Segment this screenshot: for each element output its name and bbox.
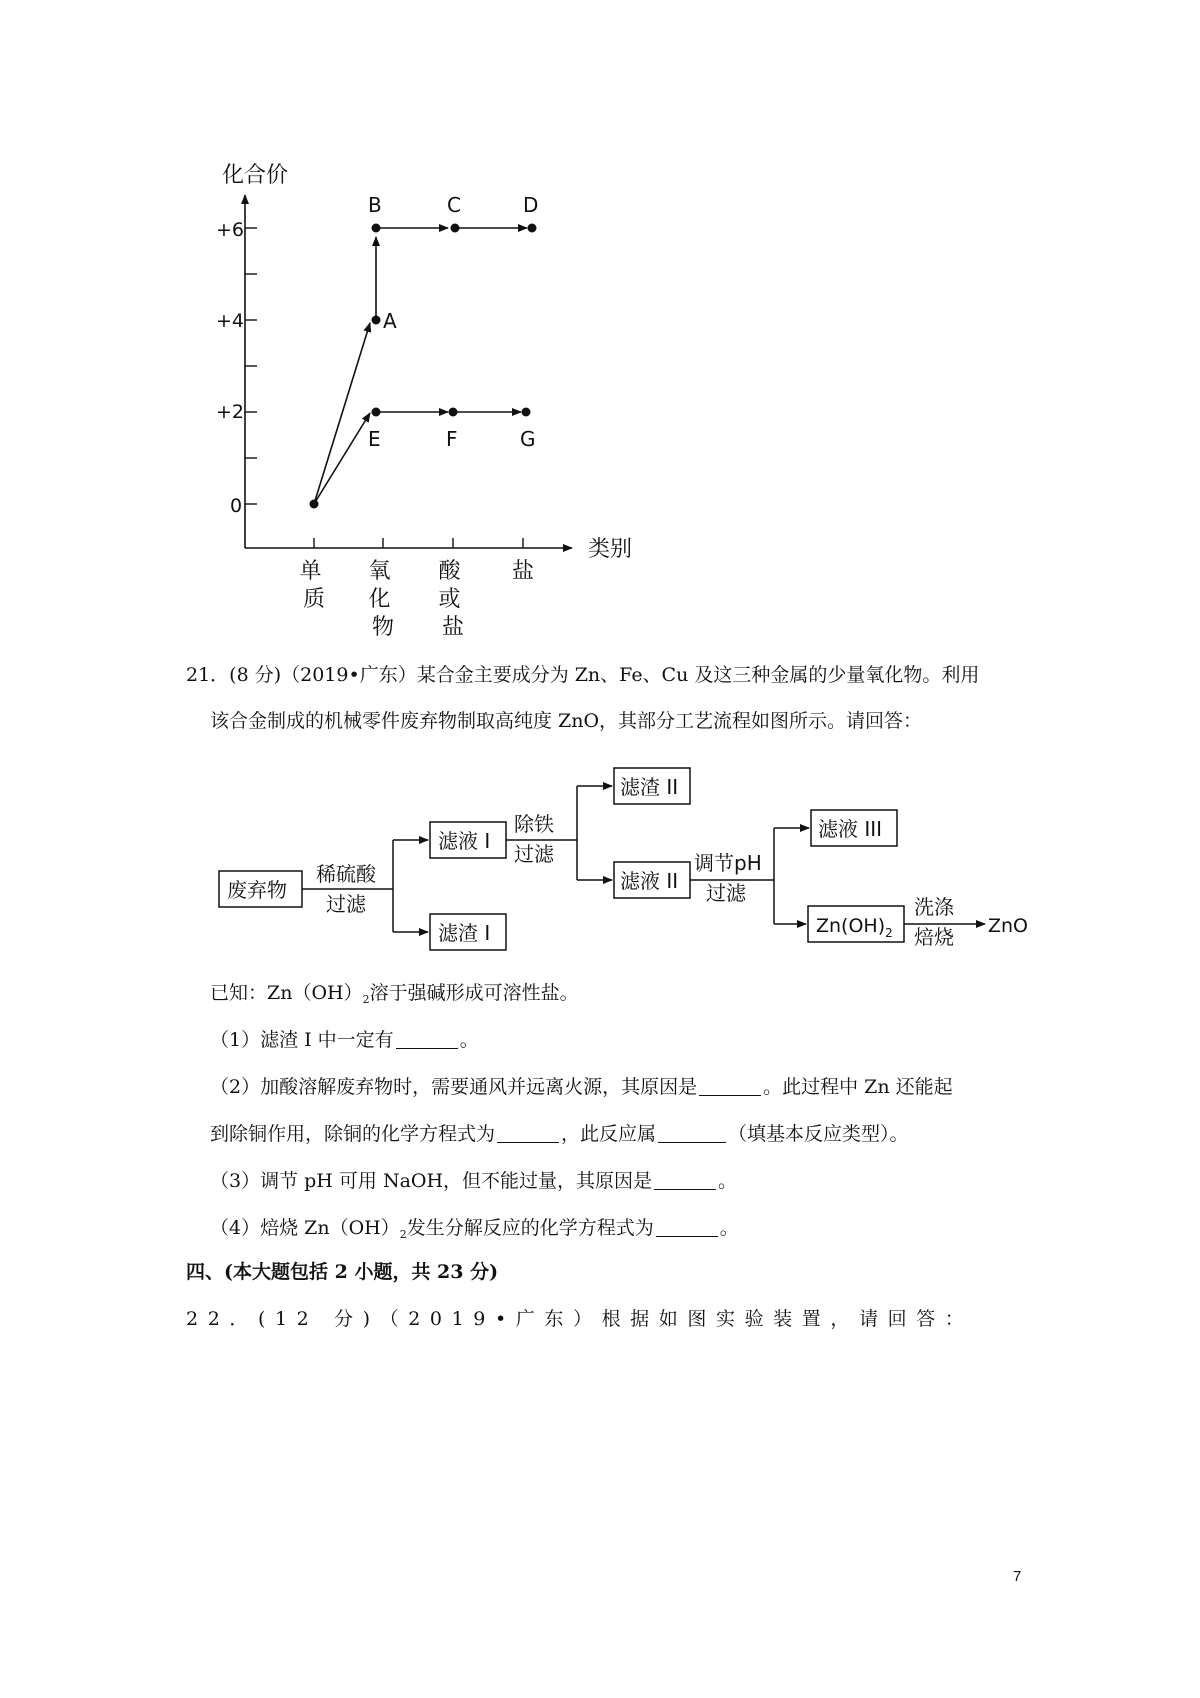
y-axis-title: 化合价 [222,163,289,188]
y-tick-label: +4 [216,310,245,332]
label-znoh2: $Zn(OH)_2$ [816,915,893,940]
q21-part-2-continued: 到除铜作用，除铜的化学方程式为 ，此反应属 （填基本反应类型）。 [210,1123,909,1145]
answer-blank[interactable] [656,1218,718,1237]
label-step4-roast: 焙烧 [914,925,954,949]
point-label-d: D [523,193,539,217]
answer-blank[interactable] [699,1077,761,1096]
label-residue-1: 滤渣 I [438,921,491,945]
x-category-oxide: 氧 化 物 [368,559,395,640]
label-filtrate-1: 滤液 I [438,829,491,853]
q21-line-2: 该合金制成的机械零件废弃物制取高纯度 ZnO，其部分工艺流程如图所示。请回答： [210,710,923,732]
subquestions [186,0,1046,1500]
x-category-simple: 单 质 [299,559,326,612]
known-note: 已知：$Zn(OH)_2$溶于强碱形成可溶性盐。 [210,982,579,1006]
answer-blank[interactable] [497,1124,559,1143]
label-step2-op: 过滤 [514,842,554,866]
page-number: 7 [1013,1568,1022,1585]
q22-line: 22．(12 分)（2019•广东）根据如图实验装置，请回答： [186,1308,974,1330]
point-label-e: E [368,427,381,451]
label-product-zno: ZnO [988,915,1029,937]
x-axis-title: 类别 [588,537,633,562]
answer-blank[interactable] [658,1124,726,1143]
point-label-c: C [447,193,461,217]
q21-line-1: 21．(8 分)（2019•广东）某合金主要成分为 Zn、Fe、Cu 及这三种金属的少量氧化物。利用 [186,664,980,686]
label-step4-wash: 洗涤 [914,895,954,919]
label-step2-reagent: 除铁 [514,812,554,836]
label-waste: 废弃物 [227,878,287,902]
label-step3-op: 过滤 [706,881,746,905]
answer-blank[interactable] [396,1030,458,1049]
section-4-heading: 四、(本大题包括 2 小题，共 23 分) [186,1261,499,1283]
label-filtrate-3: 滤液 III [818,817,883,841]
label-step1-op: 过滤 [326,892,366,916]
y-tick-label: +6 [216,219,245,241]
point-label-b: B [368,193,382,217]
point-label-g: G [520,427,536,451]
answer-blank[interactable] [654,1171,716,1190]
q21-part-2: （2）加酸溶解废弃物时，需要通风并远离火源，其原因是 。此过程中 Zn 还能起 [210,1076,953,1098]
point-label-a: A [383,309,397,333]
label-step1-reagent: 稀硫酸 [316,862,376,886]
label-filtrate-2: 滤液 II [620,869,679,893]
label-residue-2: 滤渣 II [620,775,679,799]
label-step3-reagent: 调节pH [694,851,762,875]
q21-part-4: （4）焙烧 $Zn(OH)_2$发生分解反应的化学方程式为 。 [210,1217,739,1241]
y-tick-label: +2 [216,401,245,423]
x-category-acid: 酸 或 盐 [438,559,465,640]
q21-part-3: （3）调节 pH 可用 NaOH，但不能过量，其原因是 。 [210,1170,738,1192]
q21-part-1: （1）滤渣 I 中一定有 。 [210,1029,479,1051]
y-tick-label: 0 [230,495,243,517]
point-label-f: F [446,427,458,451]
x-category-salt: 盐 [511,559,535,584]
